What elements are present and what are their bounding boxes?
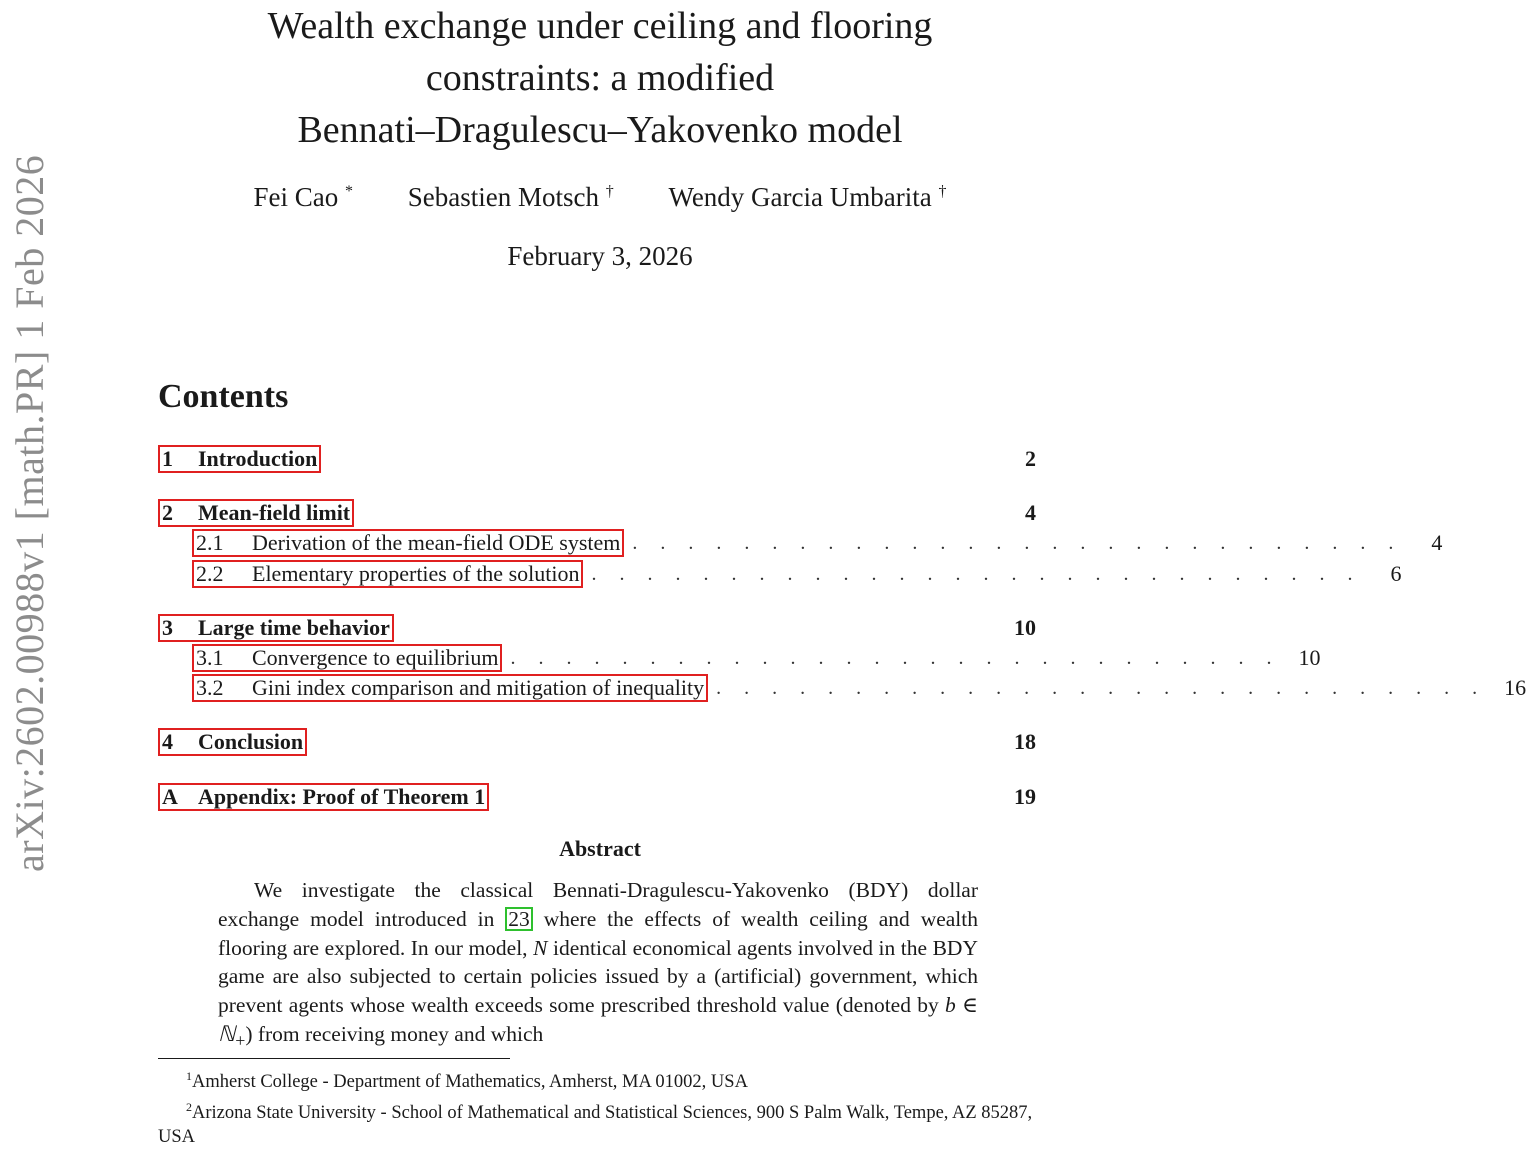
title-line-1: Wealth exchange under ceiling and flooring [267,5,933,47]
abstract-text: We investigate the classical Bennati-Dragulescu-Yakovenko (BDY) dollar exchange model introduced in 23 where the effects of wealth ceiling and wealth flooring are explored. In our model, N identical economical agents involved in the BDY game are also subjected to certain policies issued by a (artificial) government, which prevent agents whose wealth exceeds some prescribed threshold value (denoted by b ∈ ℕ$_+$) from receiving money and which [218,878,978,1051]
toc-link[interactable]: 4 Conclusion [158,728,307,756]
toc-entry-introduction [158,444,1038,474]
toc-link[interactable]: A Appendix: Proof of Theorem 1 [158,783,489,811]
toc-link[interactable]: 3.1 Convergence to equilibrium [192,644,502,672]
paper-title [160,0,1040,156]
toc-entry-elementary-properties [158,559,1402,589]
author: Wendy Garcia Umbarita † [668,182,947,212]
toc-page-number: 19 [1014,784,1036,809]
citation-link[interactable]: 23 [505,907,533,931]
footnotes [158,1064,1038,1150]
toc-entry-mean-field-limit [158,498,1038,528]
math-variable: b ∈ ℕ [218,993,978,1046]
toc-page-number: 6 [1390,561,1402,586]
toc-leader-dots: . . . . . . . . . . . . . . . . . . . . . . . . . . . . [510,647,1281,669]
footnote-divider [158,1058,510,1059]
toc-page-number: 2 [1025,446,1036,471]
math-variable: N [533,935,548,960]
toc-page-number: 16 [1504,675,1527,700]
toc-link[interactable]: 1 Introduction [158,445,321,473]
author-list [160,182,1040,213]
toc-link[interactable]: 3.2 Gini index comparison and mitigation of inequality [192,674,708,702]
footnote: $^2$Arizona State University - School of Mathematical and Statistical Sciences, 900 S Palm Walk, Tempe, AZ 85287, USA [158,1099,1033,1147]
title-line-3: Bennati–Dragulescu–Yakovenko model [297,109,903,151]
toc-link[interactable]: 3 Large time behavior [158,614,394,642]
toc-page-number: 18 [1014,729,1036,754]
toc-leader-dots: . . . . . . . . . . . . . . . . . . . . . . . . . . . . [716,677,1487,699]
toc-link[interactable]: 2 Mean-field limit [158,499,354,527]
toc-entry-appendix [158,782,1038,812]
publication-date: February 3, 2026 [507,241,693,271]
contents-heading: Contents [158,378,289,415]
toc-page-number: 4 [1025,500,1036,525]
toc-page-number: 10 [1298,645,1321,670]
toc-leader-dots: . . . . . . . . . . . . . . . . . . . . . . . . . . . . [632,532,1403,554]
toc-entry-gini-index [158,673,1527,703]
footnote: $^1$Amherst College - Department of Mathematics, Amherst, MA 01002, USA [186,1069,748,1092]
toc-page-number: 10 [1014,615,1036,640]
toc-entry-large-time-behavior [158,613,1038,643]
title-line-2: constraints: a modified [425,57,775,99]
toc-page-number: 4 [1431,530,1443,555]
toc-leader-dots: . . . . . . . . . . . . . . . . . . . . . . . . . . . . [591,563,1362,585]
math-subscript: + [235,1030,246,1051]
toc-entry-conclusion [158,727,1038,757]
arxiv-stamp [0,0,52,880]
toc-entry-convergence [158,643,1321,673]
toc-link[interactable]: 2.1 Derivation of the mean-field ODE system [192,529,624,557]
toc-link[interactable]: 2.2 Elementary properties of the solution [192,560,583,588]
arxiv-identifier: arXiv:2602.00988v1 [math.PR] 1 Feb 2026 [7,154,52,872]
abstract-heading: Abstract [559,836,641,861]
author: Sebastien Motsch † [407,182,614,212]
author: Fei Cao * [253,182,354,212]
toc-entry-derivation [158,528,1443,558]
